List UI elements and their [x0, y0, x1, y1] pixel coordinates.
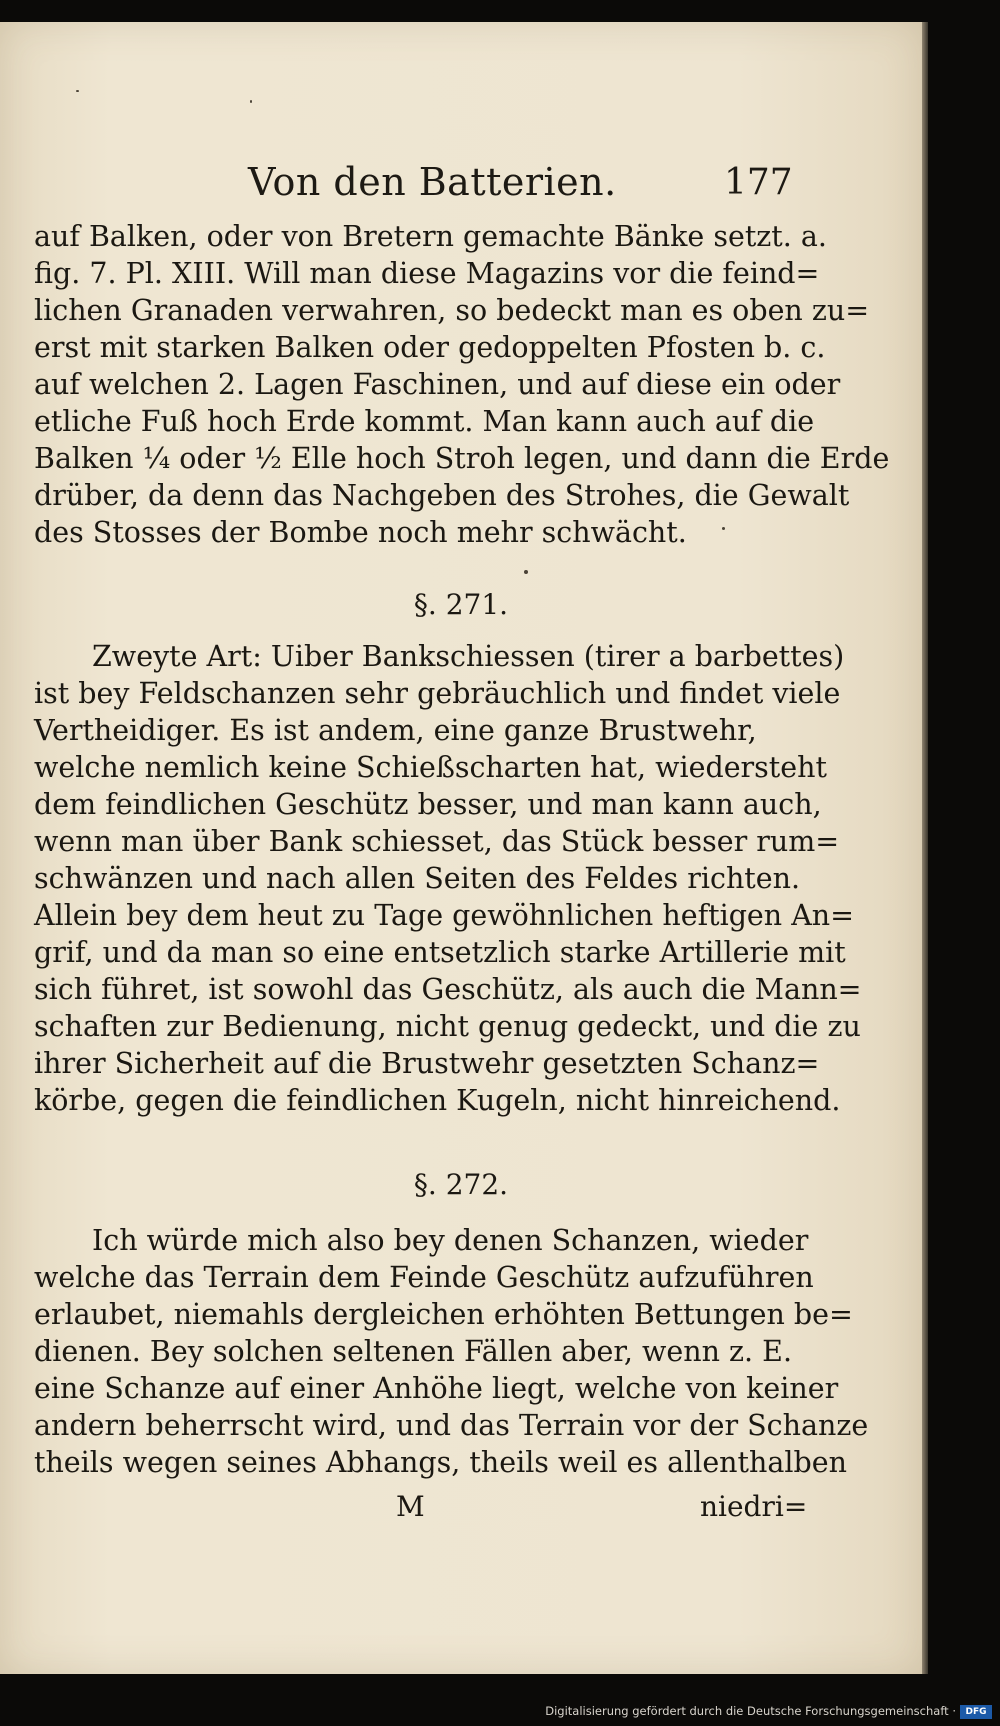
text-line: auf Balken, oder von Bretern gemachte Bänke setzt. a. — [34, 220, 827, 253]
digitization-bar — [0, 1674, 1000, 1726]
text-line: welche das Terrain dem Feinde Geschütz aufzuführen — [34, 1261, 814, 1294]
text-line: Vertheidiger. Es ist andem, eine ganze Brustwehr, — [34, 714, 757, 747]
text-line: erlaubet, niemahls dergleichen erhöhten Bettungen be= — [34, 1298, 853, 1331]
text-line: etliche Fuß hoch Erde kommt. Man kann auch auf die — [34, 405, 815, 438]
text-line: drüber, da denn das Nachgeben des Strohes, die Gewalt — [34, 479, 850, 512]
text-line: erst mit starken Balken oder gedoppelten Pfosten b. c. — [34, 331, 826, 364]
text-line: schaften zur Bedienung, nicht genug gedeckt, und die zu — [34, 1010, 861, 1043]
text-line: andern beherrscht wird, und das Terrain vor der Schanze — [34, 1409, 869, 1442]
page-edge — [922, 22, 928, 1674]
text-line: wenn man über Bank schiesset, das Stück besser rum= — [34, 825, 840, 858]
text-line: fig. 7. Pl. XIII. Will man diese Magazins vor die feind= — [34, 257, 820, 290]
paper-speck — [76, 90, 79, 92]
section-heading-272: §. 272. — [413, 1168, 509, 1201]
text-line: Balken ¼ oder ½ Elle hoch Stroh legen, und dann die Erde — [34, 442, 890, 475]
running-title: Von den Batterien. — [248, 160, 617, 204]
text-line: körbe, gegen die feindlichen Kugeln, nicht hinreichend. — [34, 1084, 841, 1117]
paper-speck — [524, 570, 528, 574]
text-line: ist bey Feldschanzen sehr gebräuchlich und findet viele — [34, 677, 841, 710]
text-line: eine Schanze auf einer Anhöhe liegt, welche von keiner — [34, 1372, 839, 1405]
text-line: ihrer Sicherheit auf die Brustwehr gesetzten Schanz= — [34, 1047, 820, 1080]
text-line: dienen. Bey solchen seltenen Fällen aber, wenn z. E. — [34, 1335, 793, 1368]
paper-speck — [722, 527, 725, 530]
text-line: welche nemlich keine Schießscharten hat, wiedersteht — [34, 751, 827, 784]
text-line: schwänzen und nach allen Seiten des Feldes richten. — [34, 862, 801, 895]
text-line: grif, und da man so eine entsetzlich starke Artillerie mit — [34, 936, 846, 969]
text-line: Zweyte Art: Uiber Bankschiessen (tirer a barbettes) — [92, 640, 845, 673]
book-page — [0, 22, 922, 1674]
text-line: Allein bey dem heut zu Tage gewöhnlichen heftigen An= — [34, 899, 855, 932]
digitization-note: Digitalisierung gefördert durch die Deutsche Forschungsgemeinschaft · — [545, 1704, 956, 1718]
text-line: sich führet, ist sowohl das Geschütz, als auch die Mann= — [34, 973, 862, 1006]
section-heading-271: §. 271. — [413, 588, 509, 621]
paper-speck — [250, 100, 252, 103]
text-line: dem feindlichen Geschütz besser, und man kann auch, — [34, 788, 822, 821]
signature-mark: M — [396, 1490, 425, 1523]
text-line: Ich würde mich also bey denen Schanzen, wieder — [92, 1224, 809, 1257]
text-line: des Stosses der Bombe noch mehr schwächt. — [34, 516, 687, 549]
text-line: theils wegen seines Abhangs, theils weil es allenthalben — [34, 1446, 847, 1479]
catchword: niedri= — [700, 1490, 808, 1523]
running-head — [0, 152, 922, 212]
text-line: auf welchen 2. Lagen Faschinen, und auf diese ein oder — [34, 368, 841, 401]
page-number: 177 — [724, 162, 793, 203]
text-line: lichen Granaden verwahren, so bedeckt man es oben zu= — [34, 294, 870, 327]
dfg-logo-icon: DFG — [960, 1705, 992, 1719]
